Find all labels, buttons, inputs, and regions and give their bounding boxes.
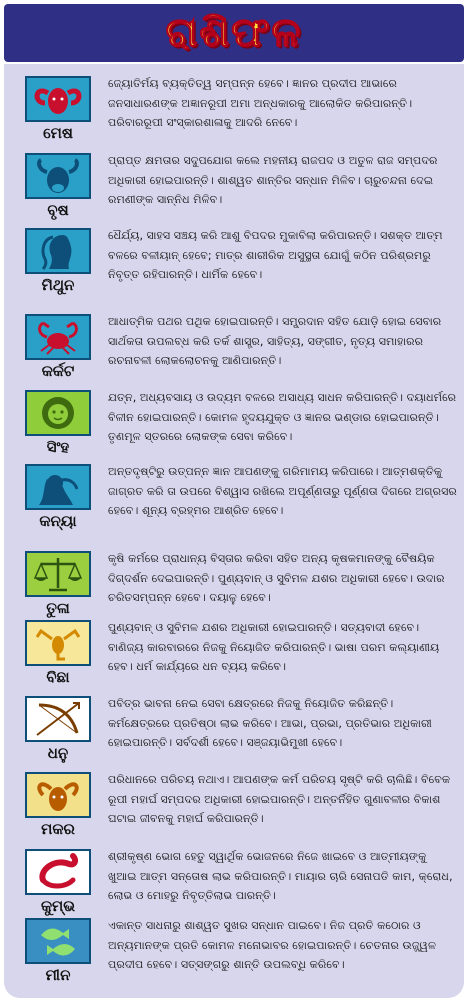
sign-badge: [12, 314, 104, 380]
sign-name: କର୍କଟ: [41, 362, 75, 380]
water-pot-icon: [25, 849, 91, 895]
scales-icon: [25, 551, 91, 597]
sign-prediction: ଯତ୍ନ, ଅଧ୍ୟବସାୟ ଓ ଉଦ୍ୟମ ବଳରେ ଅସାଧ୍ୟ ସାଧନ କରିପାରନ୍ତି। ଦୟାଧର୍ମରେ ବିଳୀନ ହୋଇପାରନ୍ତି। କୋମଳ ହୃଦୟଯୁକ୍ତ ଓ ଜ୍ଞାନର ଭଣ୍ଡାର ହୋଇପାରନ୍ତି। ତୃଣମୂଳ ସ୍ତରରେ ଲୋକଙ୍କ ସେବା କରିବେ।: [108, 391, 457, 443]
sign-prediction: ପବିତ୍ର ଭାବନା ନେଇ ସେବା କ୍ଷେତ୍ରରେ ନିଜକୁ ନିୟୋଜିତ କରିଛନ୍ତି। କର୍ମକ୍ଷେତ୍ରରେ ପ୍ରତିଷ୍ଠା ଲାଭ କରିବେ। ଆଭା, ପ୍ରଭା, ପ୍ରତିଭାର ଅଧିକାରୀ ହୋଇପାରନ୍ତି। ସର୍ବଦର୍ଶୀ ହେବେ। ସଞ୍ଜୟାଭିମୁଖୀ ହେବେ।: [108, 697, 432, 749]
sign-prediction: ଧୈର୍ଯ୍ୟ, ସାହସ ସଞ୍ଚୟ କରି ଆଶୁ ବିପଦର ମୁକାବିଲା କରିପାରନ୍ତି। ସଶକ୍ତ ଆତ୍ମ ବଳରେ ବଳୀୟାନ୍ ହେବେ; ମାତ୍ର ଶାରୀରିକ ଅସୁସ୍ଥତା ଯୋଗୁଁ କଠିନ ପରିଶ୍ରମରୁ ନିବୃତ୍ତ ରହିପାରନ୍ତି। ଧାର୍ମିକ ହେବେ।: [108, 229, 443, 281]
sign-prediction: ଜ୍ୟୋତିର୍ମୟ ବ୍ୟକ୍ତିତ୍ୱ ସମ୍ପନ୍ନ ହେବେ। ଜ୍ଞାନର ପ୍ରଦୀପ ଆଭାରେ ଜନସାଧାରଣଙ୍କ ଅଜ୍ଞାନରୂପୀ ଅମା ଅନ୍ଧକାରକୁ ଆଲୋକିତ କରିପାରନ୍ତି। ପରିବାରରୂପୀ ସଂସ୍କାରଶାଳାକୁ ଆଦରି ନେବେ।: [108, 77, 413, 129]
sign-name: ମିଥୁନ: [41, 276, 75, 294]
sign-badge: [12, 772, 104, 838]
sign-name: ମକର: [41, 820, 75, 838]
sign-prediction: କୃଷି କର୍ମରେ ପ୍ରାଧାନ୍ୟ ବିସ୍ତାର କରିବା ସହିତ ଅନ୍ୟ କୃଷକମାନଙ୍କୁ ବୈଷୟିକ ଦିଗ୍‌ଦର୍ଶନ ଦେଇପାରନ୍ତି। ପୁଣ୍ୟବାନ୍ ଓ ସୁବିମଳ ଯଶର ଅଧିକାରୀ ହେବେ। ଉଦାର ଚରିତସମ୍ପନ୍ନ ହେବେ। ଦୟାଳୁ ହେବେ।: [108, 552, 445, 604]
twins-icon: [25, 228, 91, 274]
sign-badge: [12, 153, 104, 219]
sign-name: ସିଂହ: [46, 438, 70, 456]
page-title: ରାଶିଫଳ: [165, 10, 303, 56]
bow-arrow-icon: [25, 696, 91, 742]
maiden-icon: [25, 464, 91, 510]
scorpion-icon: [25, 620, 91, 666]
sign-prediction: ପରିଧାନରେ ପରିଚୟ ନଥାଏ। ଆପଣଙ୍କ କର୍ମ ପରିଚୟ ସୃଷ୍ଟି କରି ଚାଲିଛି। ବିବେକ ରୂପୀ ମହାର୍ଘ ସମ୍ପଦର ଅଧିକାରୀ ହୋଇପାରନ୍ତି। ଅନ୍ତର୍ନିହିତ ଗୁଣାବଳୀର ବିକାଶ ଘଟାଇ ଜୀବନକୁ ମହାର୍ଘ କରିପାରନ୍ତି।: [108, 773, 451, 825]
sign-name: ବିଛା: [46, 668, 70, 686]
sign-badge: [12, 696, 104, 762]
sign-name: ବୃଷ: [47, 201, 69, 219]
title-banner: [4, 4, 464, 62]
sign-name: ମୀନ: [45, 966, 71, 984]
sign-name: ମେଷ: [43, 124, 73, 142]
sign-badge: [12, 228, 104, 294]
sign-name: କନ୍ୟା: [39, 512, 77, 530]
sign-name: ତୁଳା: [46, 599, 70, 617]
sign-prediction: ଶ୍ରୀକୃଷ୍ଣ ଭୋଗ ହେତୁ ସ୍ୱାର୍ଥିକ ଭୋଜନରେ ନିଜେ ଖାଇବେ ଓ ଆତ୍ମୀୟଙ୍କୁ ଖୁଆଇ ଆତ୍ମ ସନ୍ତୋଷ ଲାଭ କରିପାରନ୍ତି। ମାୟାର ଚାରି ସେନାପତି କାମ, କ୍ରୋଧ, ଲୋଭ ଓ ମୋହରୁ ନିବୃତ୍ତିଲାଭ ପାରନ୍ତି।: [108, 850, 453, 902]
sign-name: କୁମ୍ଭ: [40, 897, 76, 915]
sign-prediction: ଅନ୍ତଦୃଷ୍ଟିରୁ ଉତ୍ପନ୍ନ ଜ୍ଞାନ ଆପଣଙ୍କୁ ଗରିମାମୟ କରିପାରେ। ଆତ୍ମଶକ୍ତିକୁ ଜାଗ୍ରତ କରି ତା ଉପରେ ବିଶ୍ୱାସ ରଖିଲେ ଅପୂର୍ଣ୍ଣତାରୁ ପୂର୍ଣ୍ଣତା ଦିଗରେ ଅଗ୍ରସର ହେବେ। ଶୂନ୍ୟ ବ୍ରହ୍ମର ଆଶ୍ରିତ ହେବେ।: [108, 465, 457, 517]
sign-badge: [12, 620, 104, 686]
ram-icon: [25, 76, 91, 122]
sign-badge: [12, 551, 104, 617]
lion-icon: [25, 390, 91, 436]
sign-badge: [12, 849, 104, 915]
sign-prediction: ପ୍ରାପ୍ତ କ୍ଷମତାର ସଦୁପଯୋଗ କଲେ ମହନୀୟ ରାଜପଦ ଓ ଅତୁଳ ରାଜ ସମ୍ପଦର ଅଧିକାରୀ ହୋଇପାରନ୍ତି। ଶାଶ୍ୱତ ଶାନ୍ତିର ସନ୍ଧାନ ମିଳିବ। ଚାରୁଚନ୍ଦନା ଦେଇ ରମଣୀଙ୍କ ସାନ୍ନିଧ ମିଳିବ।: [108, 154, 438, 206]
sign-badge: [12, 918, 104, 984]
horoscope-panel: [4, 64, 464, 998]
sign-prediction: ପୁଣ୍ୟବାନ୍ ଓ ସୁବିମଳ ଯଶର ଅଧିକାରୀ ହୋଇପାରନ୍ତି। ସତ୍ୟବାଦୀ ହେବେ। ବାଣିଜ୍ୟ କାରବାରରେ ନିଜକୁ ନିୟୋଜିତ କରିପାରନ୍ତି। ଭାଷା ପରମ କଲ୍ୟାଣୀୟ ହେବ। ଧର୍ମ କାର୍ଯ୍ୟରେ ଧନ ବ୍ୟୟ କରିବେ।: [108, 621, 440, 673]
sign-badge: [12, 76, 104, 142]
sign-name: ଧନୁ: [47, 744, 69, 762]
fish-icon: [25, 918, 91, 964]
sign-badge: [12, 464, 104, 530]
crab-icon: [25, 314, 91, 360]
sign-badge: [12, 390, 104, 456]
sign-prediction: ଆଧାତ୍ମିକ ପଥର ପଥିକ ହୋଇପାରନ୍ତି। ସମ୍ପ୍ରଦାନ ସହିତ ଯୋଡ଼ି ହୋଇ ସେବାର ସାର୍ଥକତା ଉପଲବ୍ଧ କରି ତର୍କ ଶାସ୍ତ୍ର, ସାହିତ୍ୟ, ସଙ୍ଗୀତ, ନୃତ୍ୟ ସମାହାରର ରଚନାବଳୀ ଲୋକଲୋଚନକୁ ଆଣିପାରନ୍ତି।: [108, 315, 442, 367]
goat-icon: [25, 772, 91, 818]
bull-icon: [25, 153, 91, 199]
sign-prediction: ଏକାନ୍ତ ସାଧନାରୁ ଶାଶ୍ୱତ ସୁଖର ସନ୍ଧାନ ପାଇବେ। ନିଜ ପ୍ରତି କଠୋର ଓ ଅନ୍ୟମାନଙ୍କ ପ୍ରତି କୋମଳ ମନୋଭାବର ହୋଇପାରନ୍ତି। ଚେତନାର ଉଜ୍ଜ୍ୱଳ ପ୍ରଦୀପ ହେବେ। ସତ୍ସଙ୍ଗରୁ ଶାନ୍ତି ଉପଲବ୍ଧି କରିବେ।: [108, 919, 437, 971]
